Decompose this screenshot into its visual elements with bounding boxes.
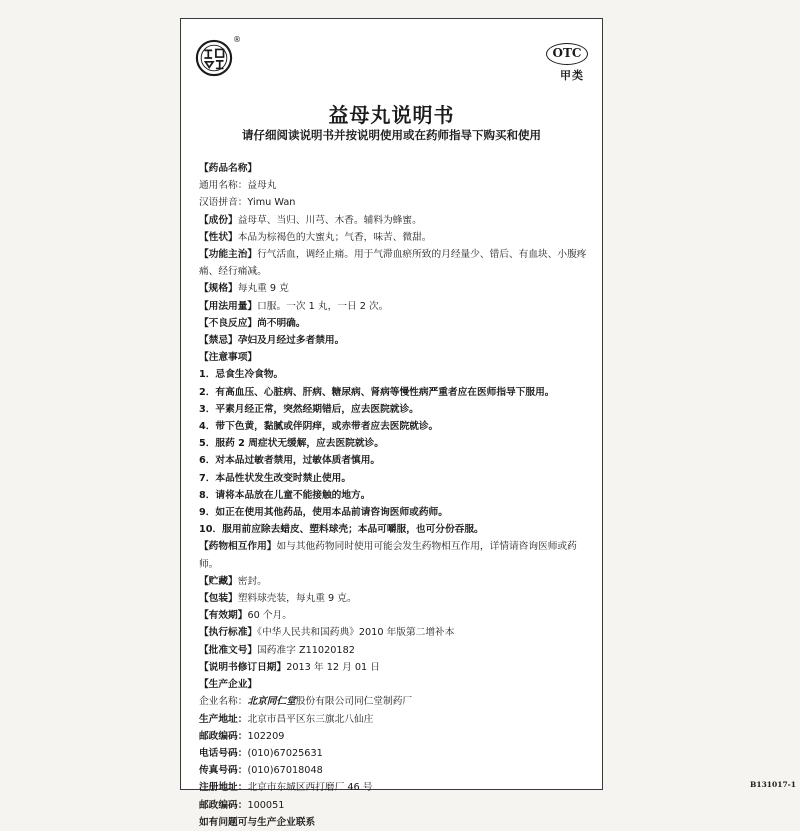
postcode-label: 邮政编码： — [199, 730, 248, 742]
otc-badge: OTC — [546, 43, 588, 65]
standard-text: 《中华人民共和国药典》2010 年版第二增补本 — [257, 627, 455, 639]
precaution-item: 7．本品性状发生改变时禁止使用。 — [199, 472, 352, 484]
precautions-heading: 【注意事项】 — [199, 352, 258, 364]
storage-label: 【贮藏】 — [199, 575, 238, 587]
precaution-item: 1．忌食生冷食物。 — [199, 369, 284, 381]
contra-label: 【禁忌】 — [199, 335, 238, 347]
properties-text: 本品为棕褐色的大蜜丸；气香，味苦、微甜。 — [237, 231, 432, 243]
revision-label: 【说明书修订日期】 — [199, 661, 287, 673]
reg-postcode-text: 100051 — [247, 799, 285, 811]
approval-label: 【批准文号】 — [199, 644, 258, 656]
spec-label: 【规格】 — [199, 283, 238, 295]
pinyin-name: 汉语拼音：Yimu Wan — [199, 197, 296, 209]
validity-text: 60 个月。 — [247, 610, 292, 622]
fax-row — [199, 762, 590, 779]
address-text: 北京市昌平区东三旗北八仙庄 — [247, 713, 374, 725]
page-subtitle: 请仔细阅读说明书并按说明使用或在药师指导下购买和使用 — [242, 128, 541, 142]
package-row — [199, 590, 590, 607]
generic-name: 通用名称：益母丸 — [199, 180, 277, 192]
indications-label: 【功能主治】 — [199, 249, 258, 261]
spec-text: 每丸重 9 克 — [237, 283, 289, 295]
usage-label: 【用法用量】 — [199, 300, 258, 312]
fax-label: 传真号码： — [199, 765, 248, 777]
precaution-item: 2．有高血压、心脏病、肝病、糖尿病、肾病等慢性病严重者应在医师指导下服用。 — [199, 386, 555, 398]
phone-text: (010)67025631 — [247, 747, 323, 759]
address-row — [199, 711, 590, 728]
precaution-item: 9．如正在使用其他药品，使用本品前请咨询医师或药师。 — [199, 507, 448, 519]
ingredients-row — [199, 212, 590, 229]
precaution-item: 5．服药 2 周症状无缓解，应去医院就诊。 — [199, 438, 384, 450]
reg-address-label: 注册地址： — [199, 782, 248, 794]
company-rest: 股份有限公司同仁堂制药厂 — [295, 696, 413, 708]
drug-name-heading: 【药品名称】 — [199, 163, 258, 174]
postcode-row — [199, 728, 590, 745]
print-code: B131017-1 — [750, 780, 796, 789]
interactions-text: 如与其他药物同时使用可能会发生药物相互作用，详情请咨询医师或药师。 — [199, 541, 577, 570]
reg-postcode-row — [199, 797, 590, 814]
indications-text: 行气活血，调经止痛。用于气滞血瘀所致的月经量少、错后、有血块、小腹疼痛、经行痛减。 — [199, 249, 587, 278]
adverse-text: 尚不明确。 — [257, 317, 306, 329]
validity-row — [199, 607, 590, 624]
package-label: 【包装】 — [199, 593, 238, 605]
usage-text: 口服。一次 1 丸，一日 2 次。 — [257, 300, 389, 312]
instruction-sheet — [180, 18, 603, 828]
package-text: 塑料球壳装，每丸重 9 克。 — [237, 593, 357, 605]
tongrentang-logo-icon — [195, 39, 233, 77]
instruction-content — [199, 160, 590, 831]
reg-address-text: 北京市东城区西打磨厂 46 号 — [247, 782, 373, 794]
precaution-item: 6．对本品过敏者禁用，过敏体质者慎用。 — [199, 455, 381, 467]
spec-row — [199, 280, 590, 297]
phone-label: 电话号码： — [199, 747, 248, 759]
storage-row — [199, 573, 590, 590]
contra-text: 孕妇及月经过多者禁用。 — [237, 335, 345, 347]
precaution-item: 10．服用前应除去蜡皮、塑料球壳；本品可嚼服，也可分份吞服。 — [199, 524, 484, 536]
registered-mark: ® — [233, 35, 241, 44]
validity-label: 【有效期】 — [199, 610, 248, 622]
precaution-item: 4．带下色黄，黏腻或伴阴痒，或赤带者应去医院就诊。 — [199, 421, 439, 433]
standard-row — [199, 624, 590, 641]
postcode-text: 102209 — [247, 730, 285, 742]
adverse-label: 【不良反应】 — [199, 317, 258, 329]
otc-class-label: 甲类 — [560, 69, 584, 82]
standard-label: 【执行标准】 — [199, 627, 258, 639]
company-label: 企业名称： — [199, 696, 248, 708]
properties-row — [199, 229, 590, 246]
storage-text: 密封。 — [237, 575, 267, 587]
phone-row — [199, 745, 590, 762]
company-row — [199, 693, 590, 710]
page-title: 益母丸说明书 — [328, 103, 455, 127]
contact-note: 如有问题可与生产企业联系 — [199, 816, 316, 828]
interactions-label: 【药物相互作用】 — [199, 541, 277, 553]
properties-label: 【性状】 — [199, 231, 238, 243]
approval-row — [199, 642, 590, 659]
contra-row — [199, 332, 590, 349]
fax-text: (010)67018048 — [247, 765, 323, 777]
adverse-row — [199, 315, 590, 332]
usage-row — [199, 298, 590, 315]
revision-row — [199, 659, 590, 676]
address-label: 生产地址： — [199, 713, 248, 725]
ingredients-text: 益母草、当归、川芎、木香。辅料为蜂蜜。 — [237, 214, 422, 226]
precaution-item: 3．平素月经正常，突然经期错后，应去医院就诊。 — [199, 403, 419, 415]
interactions-row — [199, 538, 590, 572]
manufacturer-heading: 【生产企业】 — [199, 679, 258, 691]
indications-row — [199, 246, 590, 280]
approval-text: 国药准字 Z11020182 — [257, 644, 355, 656]
company-brand: 北京同仁堂 — [247, 696, 296, 708]
reg-postcode-label: 邮政编码： — [199, 799, 248, 811]
revision-text: 2013 年 12 月 01 日 — [286, 661, 380, 673]
reg-address-row — [199, 779, 590, 796]
precaution-item: 8．请将本品放在儿童不能接触的地方。 — [199, 489, 371, 501]
ingredients-label: 【成份】 — [199, 214, 238, 226]
